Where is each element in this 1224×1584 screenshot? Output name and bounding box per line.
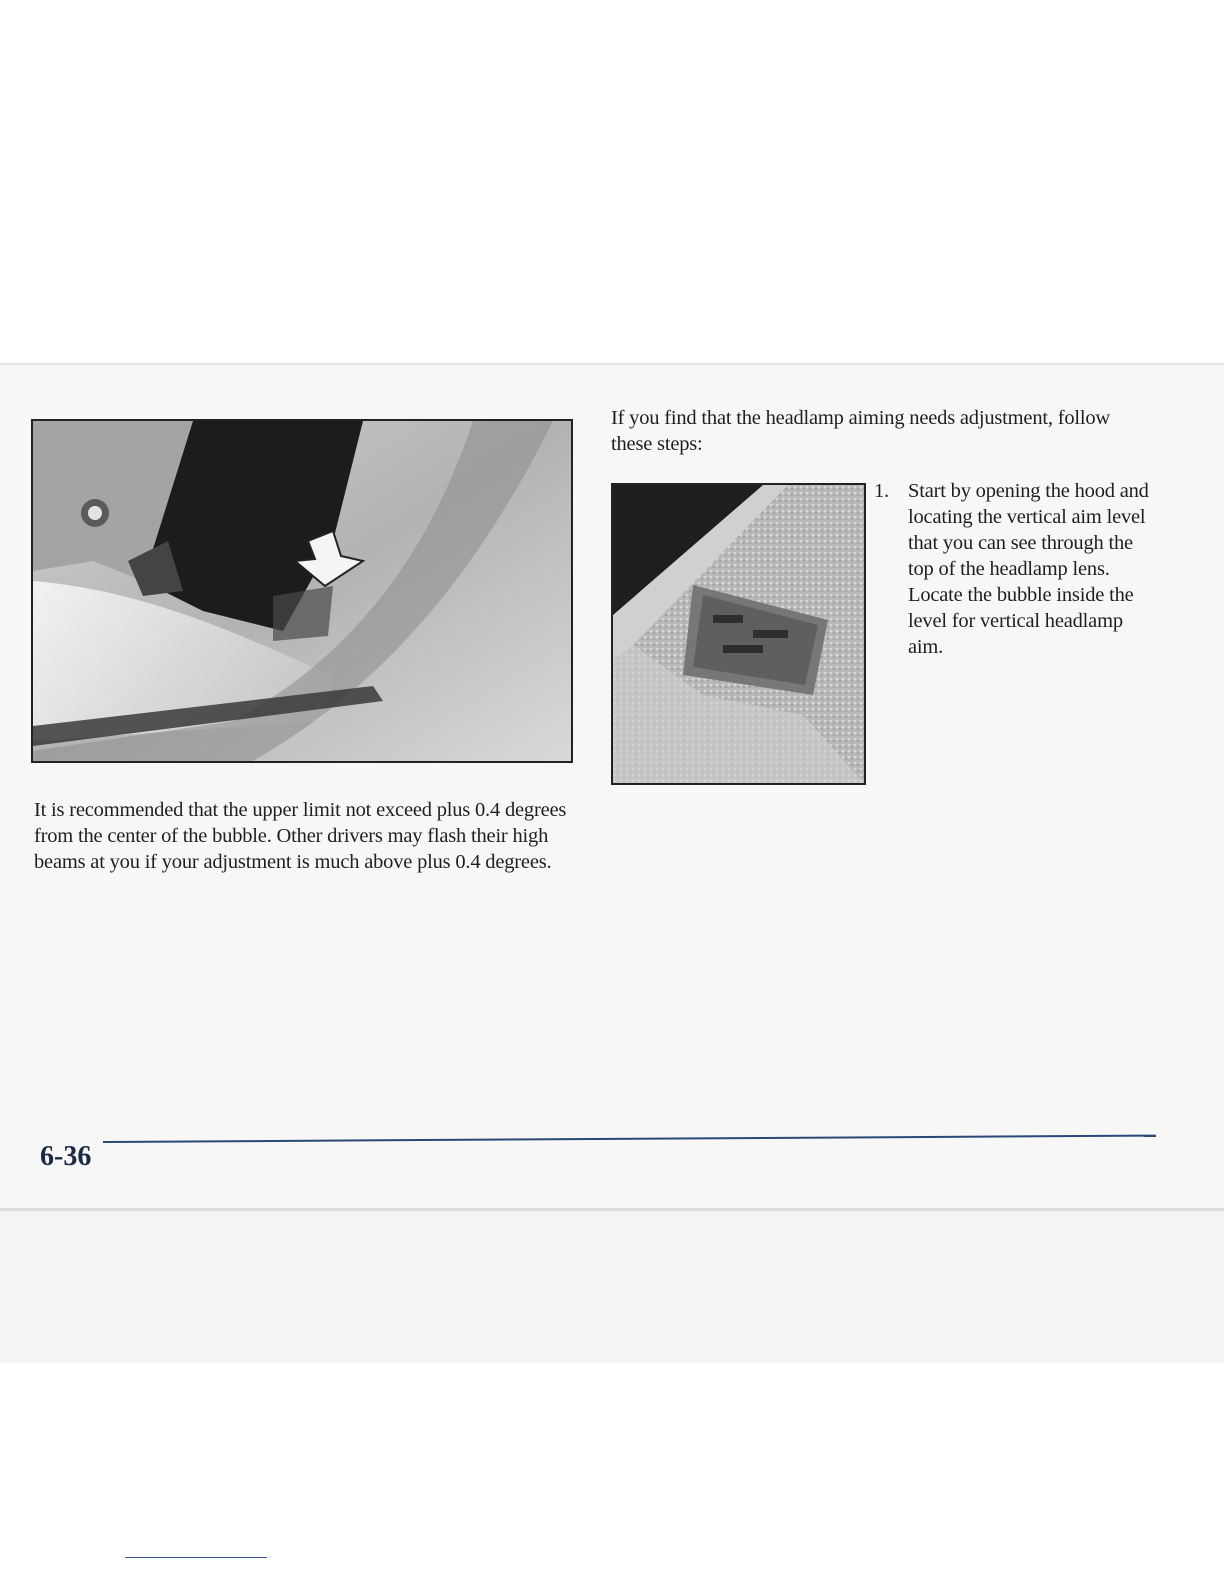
recommendation-paragraph: It is recommended that the upper limit not exceed plus 0.4 degrees from the center of the bubble. Other drivers may flash their high beams at you if your adjustment is much above plus 0.4 degrees. [34, 799, 567, 873]
page-bottom-edge [0, 1208, 1224, 1363]
step-text: Start by opening the hood and locating the vertical aim level that you can see through the top of the headlamp lens. Locate the bubble inside the level for vertical headlamp aim. [908, 480, 1149, 658]
headlamp-photo [31, 419, 573, 763]
page-number: 6-36 [40, 1141, 92, 1172]
bottom-underline [125, 1557, 267, 1558]
aim-level-photo [611, 483, 866, 785]
intro-paragraph: If you find that the headlamp aiming needs adjustment, follow these steps: [611, 407, 1111, 455]
step-number: 1. [874, 480, 889, 502]
